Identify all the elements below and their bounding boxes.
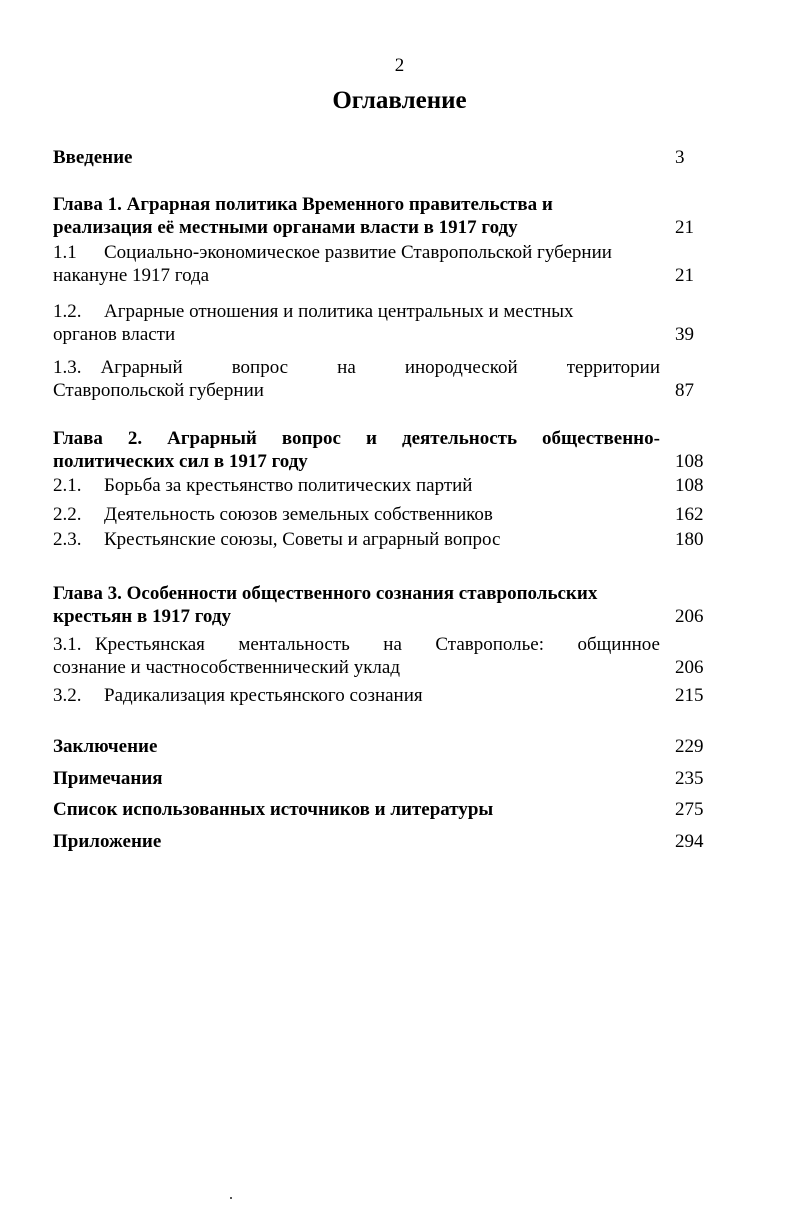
section-title-word: Крестьянская	[94, 634, 205, 655]
section-number: 3.2.	[53, 685, 82, 706]
chapter-2-heading	[53, 427, 660, 473]
toc-entry-sources: Список использованных источников и литературы	[53, 799, 494, 820]
section-1-1	[53, 241, 660, 287]
section-1-2	[53, 300, 660, 346]
scan-speck	[230, 1197, 232, 1199]
section-number: 2.3.	[53, 529, 82, 550]
chapter-title-word: и	[365, 428, 377, 449]
page-title: Оглавление	[332, 87, 467, 114]
section-title: Радикализация крестьянского сознания	[104, 685, 423, 706]
chapter-3-line-1: Глава 3. Особенности общественного сознания ставропольских	[53, 583, 598, 604]
toc-page-sources: 275	[675, 799, 704, 820]
section-title-word: ментальность	[238, 634, 350, 655]
chapter-1-page: 21	[675, 217, 694, 238]
chapter-title-word: Глава	[53, 428, 103, 449]
chapter-title-word: 2.	[127, 428, 143, 449]
toc-entry-intro: Введение	[53, 147, 133, 168]
section-title-word: инородческой	[404, 357, 518, 378]
section-3-1	[53, 633, 660, 679]
section-title: Борьба за крестьянство политических партий	[104, 475, 473, 496]
page-number: 2	[394, 55, 405, 76]
section-title-line-2: накануне 1917 года	[53, 265, 210, 286]
section-1-2-page: 39	[675, 324, 694, 345]
chapter-title-word: общественно-	[542, 428, 660, 449]
section-2-2	[53, 503, 660, 526]
section-number: 1.3.	[53, 357, 82, 378]
toc-entry-notes: Примечания	[53, 768, 163, 789]
section-title-line-1: Социально-экономическое развитие Ставропольской губернии	[104, 242, 612, 263]
section-number: 2.1.	[53, 475, 82, 496]
section-2-3	[53, 528, 660, 551]
toc-page-intro: 3	[675, 147, 685, 168]
section-title-word: Аграрный	[100, 357, 183, 378]
section-title: Деятельность союзов земельных собственников	[104, 504, 493, 525]
section-1-1-page: 21	[675, 265, 694, 286]
chapter-3-heading	[53, 582, 660, 628]
section-3-2-page: 215	[675, 685, 704, 706]
toc-entry-appendix: Приложение	[53, 831, 162, 852]
section-title-word: общинное	[577, 634, 660, 655]
section-title: Крестьянские союзы, Советы и аграрный вопрос	[104, 529, 501, 550]
section-2-2-page: 162	[675, 504, 704, 525]
section-2-3-page: 180	[675, 529, 704, 550]
section-2-1-page: 108	[675, 475, 704, 496]
section-3-1-page: 206	[675, 657, 704, 678]
chapter-3-page: 206	[675, 606, 704, 627]
section-1-3-page: 87	[675, 380, 694, 401]
section-1-3	[53, 356, 660, 402]
chapter-3-line-2: крестьян в 1917 году	[53, 606, 231, 627]
chapter-1-line-2: реализация её местными органами власти в 1917 году	[53, 217, 518, 238]
toc-page-notes: 235	[675, 768, 704, 789]
chapter-title-word: Аграрный	[167, 428, 257, 449]
toc-entry-conclusion: Заключение	[53, 736, 158, 757]
toc-page-appendix: 294	[675, 831, 704, 852]
section-title-word: на	[383, 634, 402, 655]
section-title-word: территории	[566, 357, 660, 378]
section-title-line-2: органов власти	[53, 324, 176, 345]
section-number: 1.1	[53, 242, 77, 263]
section-title-line-1: Аграрные отношения и политика центральных и местных	[104, 301, 574, 322]
section-number: 1.2.	[53, 301, 82, 322]
section-title-word: вопрос	[231, 357, 289, 378]
section-title-line-2: сознание и частнособственнический уклад	[53, 657, 401, 678]
section-number: 3.1.	[53, 634, 82, 655]
chapter-2-line-2: политических сил в 1917 году	[53, 451, 308, 472]
chapter-title-word: вопрос	[281, 428, 341, 449]
section-2-1	[53, 474, 660, 497]
chapter-2-page: 108	[675, 451, 704, 472]
chapter-1-heading	[53, 193, 660, 239]
toc-page-conclusion: 229	[675, 736, 704, 757]
section-title-word: Ставрополье:	[435, 634, 545, 655]
section-3-2	[53, 684, 660, 707]
section-title-line-2: Ставропольской губернии	[53, 380, 264, 401]
chapter-title-word: деятельность	[401, 428, 518, 449]
section-number: 2.2.	[53, 504, 82, 525]
chapter-1-line-1: Глава 1. Аграрная политика Временного правительства и	[53, 194, 553, 215]
section-title-word: на	[337, 357, 356, 378]
